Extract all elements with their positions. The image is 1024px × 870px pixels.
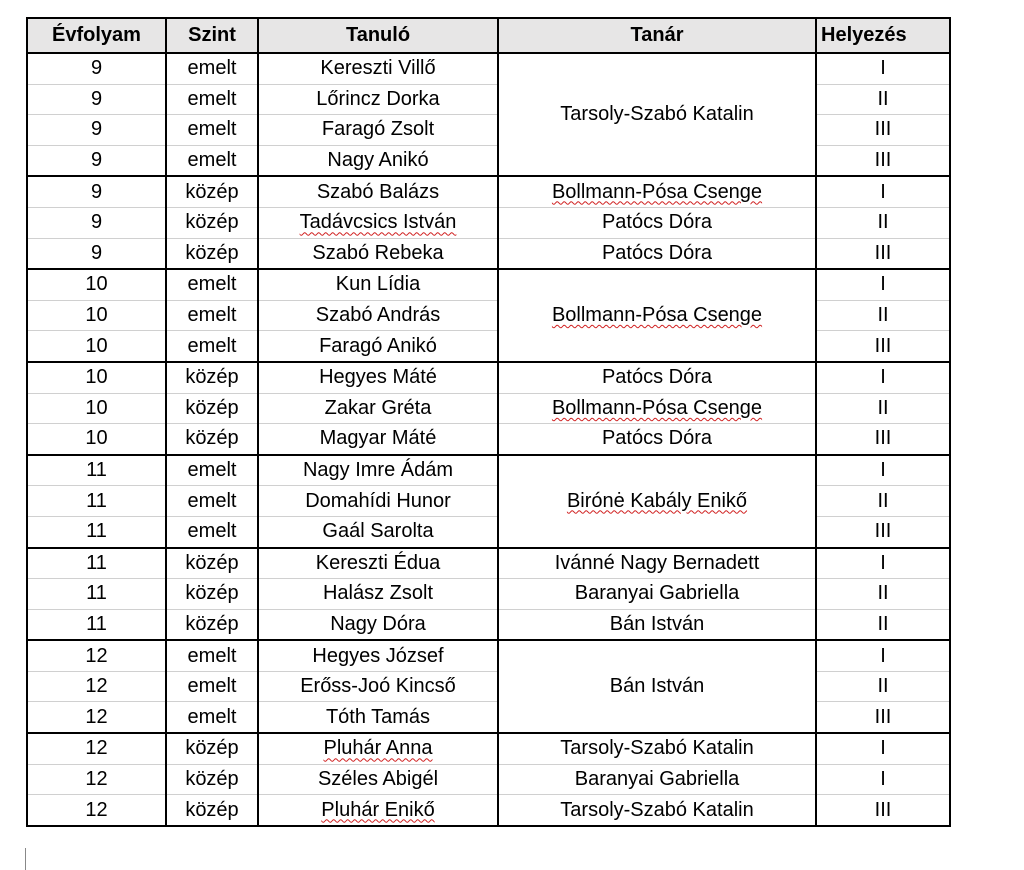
helyezes-cell: III <box>816 795 950 826</box>
evfolyam-cell: 12 <box>27 795 166 826</box>
table-row <box>27 640 950 671</box>
table-row <box>27 579 950 610</box>
table-row <box>27 548 950 579</box>
szint-cell: közép <box>166 393 258 424</box>
table-row <box>27 393 950 424</box>
tanulo-cell: Nagy Imre Ádám <box>258 455 498 486</box>
evfolyam-cell: 11 <box>27 548 166 579</box>
results-table <box>26 17 951 827</box>
tanar-text: Bollmann-Pósa Csenge <box>551 396 763 419</box>
szint-cell: közép <box>166 362 258 393</box>
szint-cell: közép <box>166 238 258 269</box>
table-row <box>27 609 950 640</box>
header-szint: Szint <box>166 18 258 53</box>
helyezes-cell: I <box>816 269 950 300</box>
evfolyam-cell: 9 <box>27 115 166 146</box>
tanulo-cell: Nagy Anikó <box>258 145 498 176</box>
helyezes-cell: I <box>816 764 950 795</box>
helyezes-cell: I <box>816 733 950 764</box>
tanar-text: Bollmann-Pósa Csenge <box>551 180 763 203</box>
helyezes-cell: II <box>816 84 950 115</box>
tanar-cell: Tarsoly-Szabó Katalin <box>498 53 816 176</box>
evfolyam-cell: 12 <box>27 640 166 671</box>
table-row <box>27 733 950 764</box>
evfolyam-cell: 9 <box>27 53 166 84</box>
tanulo-text: Tadávcsics István <box>299 211 457 234</box>
helyezes-cell: II <box>816 207 950 238</box>
tanulo-text: Pluhár Enikő <box>321 798 435 821</box>
evfolyam-cell: 12 <box>27 702 166 733</box>
helyezes-cell: I <box>816 176 950 207</box>
tanar-cell: Patócs Dóra <box>498 362 816 393</box>
tanulo-cell: Kereszti Édua <box>258 548 498 579</box>
evfolyam-cell: 11 <box>27 609 166 640</box>
helyezes-cell: II <box>816 671 950 702</box>
evfolyam-cell: 12 <box>27 764 166 795</box>
tanulo-cell: Zakar Gréta <box>258 393 498 424</box>
tanulo-cell: Tóth Tamás <box>258 702 498 733</box>
szint-cell: emelt <box>166 486 258 517</box>
table-row <box>27 207 950 238</box>
tanar-cell: Baranyai Gabriella <box>498 764 816 795</box>
tanulo-cell <box>258 733 498 764</box>
szint-cell: emelt <box>166 516 258 547</box>
tanulo-cell: Szabó András <box>258 300 498 331</box>
table-row <box>27 176 950 207</box>
tanulo-cell: Szabó Balázs <box>258 176 498 207</box>
szint-cell: közép <box>166 733 258 764</box>
evfolyam-cell: 12 <box>27 671 166 702</box>
table-row <box>27 238 950 269</box>
tanar-cell: Patócs Dóra <box>498 424 816 455</box>
szint-cell: emelt <box>166 269 258 300</box>
helyezes-cell: III <box>816 516 950 547</box>
szint-cell: emelt <box>166 702 258 733</box>
tanulo-cell <box>258 795 498 826</box>
page-margin-line <box>25 848 26 870</box>
szint-cell: emelt <box>166 640 258 671</box>
tanulo-cell: Kun Lídia <box>258 269 498 300</box>
szint-cell: közép <box>166 579 258 610</box>
tanar-cell <box>498 455 816 548</box>
header-helyezes: Helyezés <box>816 18 950 53</box>
evfolyam-cell: 11 <box>27 486 166 517</box>
table-row <box>27 269 950 300</box>
tanar-cell: Tarsoly-Szabó Katalin <box>498 733 816 764</box>
helyezes-cell: II <box>816 579 950 610</box>
evfolyam-cell: 10 <box>27 269 166 300</box>
evfolyam-cell: 9 <box>27 238 166 269</box>
szint-cell: közép <box>166 176 258 207</box>
tanulo-text: Pluhár Anna <box>323 737 433 760</box>
tanulo-cell: Domahídi Hunor <box>258 486 498 517</box>
evfolyam-cell: 11 <box>27 579 166 610</box>
header-evfolyam: Évfolyam <box>27 18 166 53</box>
szint-cell: emelt <box>166 145 258 176</box>
evfolyam-cell: 9 <box>27 207 166 238</box>
table-row <box>27 455 950 486</box>
tanulo-cell: Hegyes József <box>258 640 498 671</box>
szint-cell: közép <box>166 207 258 238</box>
tanulo-cell: Erőss-Joó Kincső <box>258 671 498 702</box>
szint-cell: emelt <box>166 455 258 486</box>
header-tanulo: Tanuló <box>258 18 498 53</box>
helyezes-cell: II <box>816 609 950 640</box>
tanar-cell: Ivánné Nagy Bernadett <box>498 548 816 579</box>
table-row <box>27 53 950 84</box>
tanulo-cell: Faragó Zsolt <box>258 115 498 146</box>
helyezes-cell: III <box>816 115 950 146</box>
tanulo-cell: Magyar Máté <box>258 424 498 455</box>
tanulo-cell: Szabó Rebeka <box>258 238 498 269</box>
table-row <box>27 362 950 393</box>
helyezes-cell: I <box>816 640 950 671</box>
header-row <box>27 18 950 53</box>
szint-cell: közép <box>166 548 258 579</box>
szint-cell: emelt <box>166 53 258 84</box>
header-tanar: Tanár <box>498 18 816 53</box>
szint-cell: emelt <box>166 84 258 115</box>
evfolyam-cell: 12 <box>27 733 166 764</box>
tanar-cell: Patócs Dóra <box>498 238 816 269</box>
tanar-cell: Baranyai Gabriella <box>498 579 816 610</box>
helyezes-cell: I <box>816 548 950 579</box>
helyezes-cell: III <box>816 702 950 733</box>
evfolyam-cell: 10 <box>27 331 166 362</box>
tanulo-cell: Hegyes Máté <box>258 362 498 393</box>
tanar-cell <box>498 176 816 207</box>
tanar-cell: Bán István <box>498 640 816 733</box>
tanulo-cell <box>258 207 498 238</box>
tanulo-cell: Gaál Sarolta <box>258 516 498 547</box>
tanar-cell: Tarsoly-Szabó Katalin <box>498 795 816 826</box>
evfolyam-cell: 9 <box>27 176 166 207</box>
tanar-text: Bollmann-Pósa Csenge <box>551 304 763 327</box>
helyezes-cell: II <box>816 300 950 331</box>
tanulo-cell: Lőrincz Dorka <box>258 84 498 115</box>
tanar-cell <box>498 269 816 362</box>
szint-cell: közép <box>166 424 258 455</box>
tanulo-cell: Kereszti Villő <box>258 53 498 84</box>
helyezes-cell: III <box>816 424 950 455</box>
szint-cell: emelt <box>166 331 258 362</box>
evfolyam-cell: 11 <box>27 455 166 486</box>
szint-cell: emelt <box>166 300 258 331</box>
table-row <box>27 795 950 826</box>
helyezes-cell: II <box>816 393 950 424</box>
evfolyam-cell: 11 <box>27 516 166 547</box>
helyezes-cell: III <box>816 145 950 176</box>
szint-cell: közép <box>166 795 258 826</box>
szint-cell: emelt <box>166 671 258 702</box>
tanar-cell: Bán István <box>498 609 816 640</box>
helyezes-cell: I <box>816 455 950 486</box>
tanar-text: Birónė Kabály Enikő <box>566 489 748 512</box>
evfolyam-cell: 10 <box>27 300 166 331</box>
helyezes-cell: I <box>816 362 950 393</box>
helyezes-cell: II <box>816 486 950 517</box>
helyezes-cell: I <box>816 53 950 84</box>
helyezes-cell: III <box>816 331 950 362</box>
tanar-cell: Patócs Dóra <box>498 207 816 238</box>
tanulo-cell: Széles Abigél <box>258 764 498 795</box>
evfolyam-cell: 9 <box>27 145 166 176</box>
szint-cell: emelt <box>166 115 258 146</box>
evfolyam-cell: 10 <box>27 362 166 393</box>
tanulo-cell: Faragó Anikó <box>258 331 498 362</box>
tanar-cell <box>498 393 816 424</box>
tanulo-cell: Nagy Dóra <box>258 609 498 640</box>
szint-cell: közép <box>166 764 258 795</box>
table-row <box>27 764 950 795</box>
evfolyam-cell: 10 <box>27 424 166 455</box>
evfolyam-cell: 10 <box>27 393 166 424</box>
evfolyam-cell: 9 <box>27 84 166 115</box>
szint-cell: közép <box>166 609 258 640</box>
table-row <box>27 424 950 455</box>
tanulo-cell: Halász Zsolt <box>258 579 498 610</box>
helyezes-cell: III <box>816 238 950 269</box>
